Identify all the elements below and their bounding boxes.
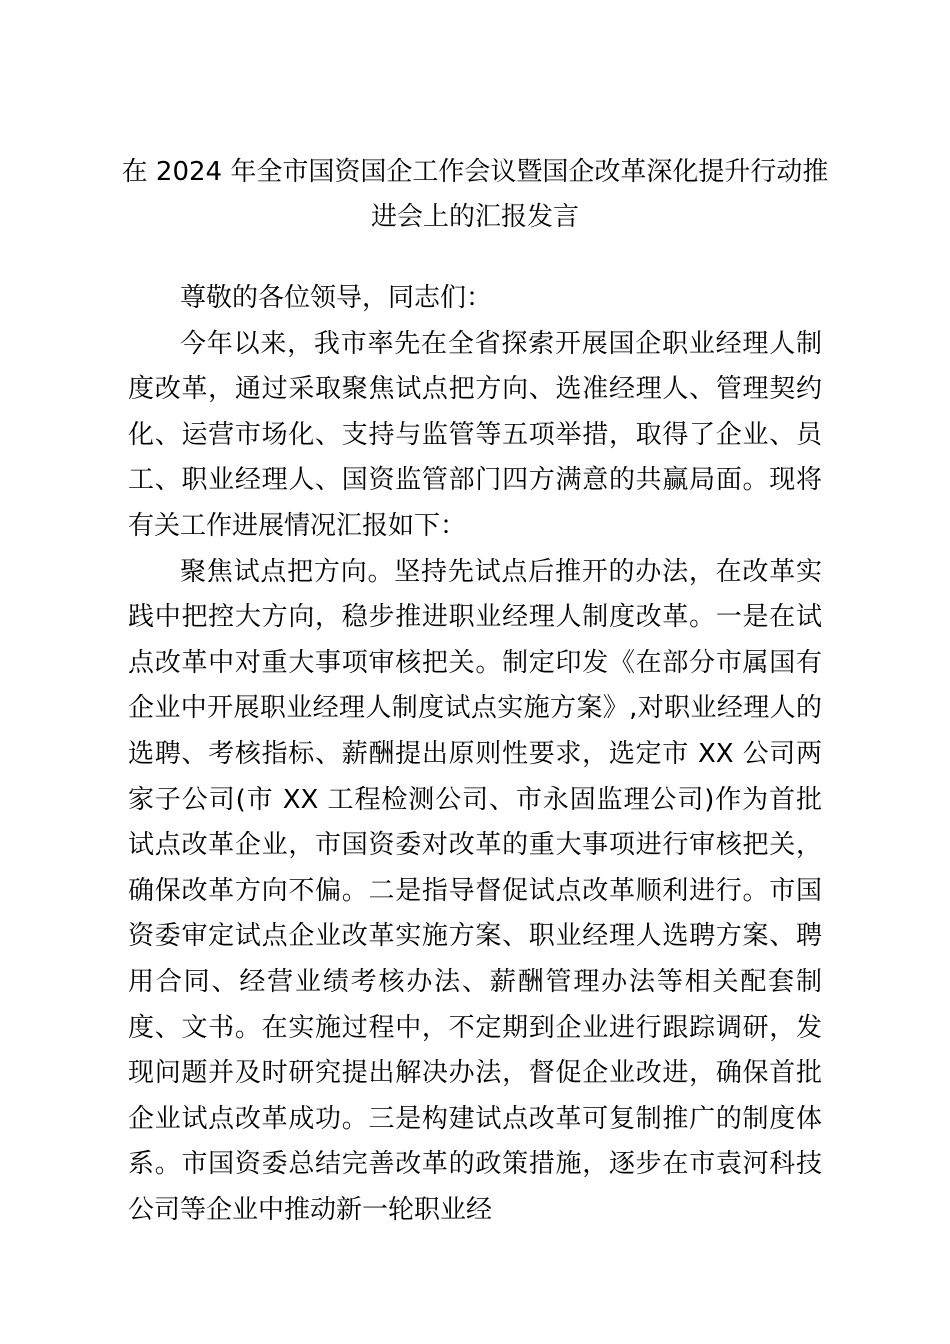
document-title: 在 2024 年全市国资国企工作会议暨国企改革深化提升行动推进会上的汇报发言 (121, 157, 829, 232)
salutation-paragraph: 尊敬的各位领导，同志们： (180, 283, 493, 313)
intro-paragraph: 今年以来，我市率先在全省探索开展国企职业经理人制度改革，通过采取聚焦试点把方向、选准经理人、管理契约化、运营市场化、支持与监管等五项举措，取得了企业、员工、职业经理人、国资监管部门四方满意的共赢局面。现将有关工作进展情况汇报如下： (128, 328, 822, 541)
body-paragraph: 聚焦试点把方向。坚持先试点后推开的办法，在改革实践中把控大方向，稳步推进职业经理人制度改革。一是在试点改革中对重大事项审核把关。制定印发《在部分市属国有企业中开展职业经理人制度试点实施方案》,对职业经理人的选聘、考核指标、薪酬提出原则性要求，选定市 XX 公司两家子公司(市 XX 工程检测公司、市永固监理公司)作为首批试点改革企业，市国资委对改革的重大事项进行审核把关，确保改革方向不偏。二是指导督促试点改革顺利进行。市国资委审定试点企业改革实施方案、职业经理人选聘方案、聘用合同、经营业绩考核办法、薪酬管理办法等相关配套制度、文书。在实施过程中，不定期到企业进行跟踪调研，发现问题并及时研究提出解决办法，督促企业改进，确保首批企业试点改革成功。三是构建试点改革可复制推广的制度体系。市国资委总结完善改革的政策措施，逐步在市袁河科技公司等企业中推动新一轮职业经 (128, 556, 822, 1225)
document-body (128, 276, 822, 1233)
